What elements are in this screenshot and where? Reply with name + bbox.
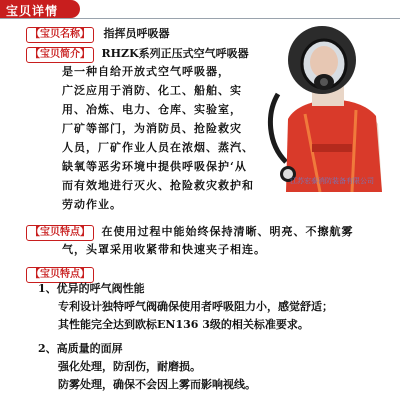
features-label: 【宝贝特点】	[26, 267, 94, 283]
intro-label: 【宝贝简介】	[26, 47, 94, 63]
section-header	[0, 0, 400, 20]
intro-line-0: RHZK系列正压式空气呼吸器	[101, 47, 249, 60]
name-label: 【宝贝名称】	[26, 27, 94, 43]
usage-row	[26, 224, 354, 241]
usage-row-2	[62, 242, 266, 258]
intro-line: 劳动作业。	[62, 198, 122, 211]
intro-row	[26, 46, 249, 63]
intro-line: 而有效地进行灭火、抢险救灾救护和	[62, 179, 254, 192]
intro-line: 用、冶炼、电力、仓库、实验室，	[62, 103, 242, 116]
intro-line: 人员，厂矿作业人员在浓烟、蒸汽、	[62, 141, 254, 154]
name-row	[26, 26, 170, 43]
feature-line: 防雾处理，确保不会因上雾而影响视线。	[58, 378, 256, 391]
intro-line: 厂矿等部门，为消防员、抢险救灾	[62, 122, 242, 135]
feature-title: 1、优异的呼气阀性能	[38, 282, 145, 295]
usage-label: 【宝贝特点】	[26, 225, 94, 241]
intro-body	[62, 62, 262, 214]
product-image	[260, 24, 396, 192]
usage-line-0: 在使用过程中能始终保持清晰、明亮、不擦航雾	[101, 225, 354, 238]
watermark-text: 江苏宏泰消防装备有限公司	[290, 177, 374, 185]
header-divider	[0, 18, 400, 19]
intro-line: 广泛应用于消防、化工、船舶、实	[62, 84, 242, 97]
feature-line: 其性能完全达到欧标EN136 3级的相关标准要求。	[58, 318, 309, 331]
intro-line: 是一种自给开放式空气呼吸器，	[62, 65, 230, 78]
name-value: 指挥员呼吸器	[103, 27, 170, 40]
feature-line: 强化处理，防刮伤，耐磨损。	[58, 360, 201, 373]
intro-line: 缺氧等恶劣环境中提供呼吸保护‘从	[62, 160, 247, 173]
feature-title: 2、高质量的面屏	[38, 342, 123, 355]
feature-line: 专利设计独特呼气阀确保使用者呼吸阻力小，感觉舒适；	[58, 300, 333, 313]
header-title: 宝贝详情	[6, 4, 59, 18]
usage-line-1: 气，头罩采用收紧带和快速夹子相连。	[62, 243, 266, 256]
